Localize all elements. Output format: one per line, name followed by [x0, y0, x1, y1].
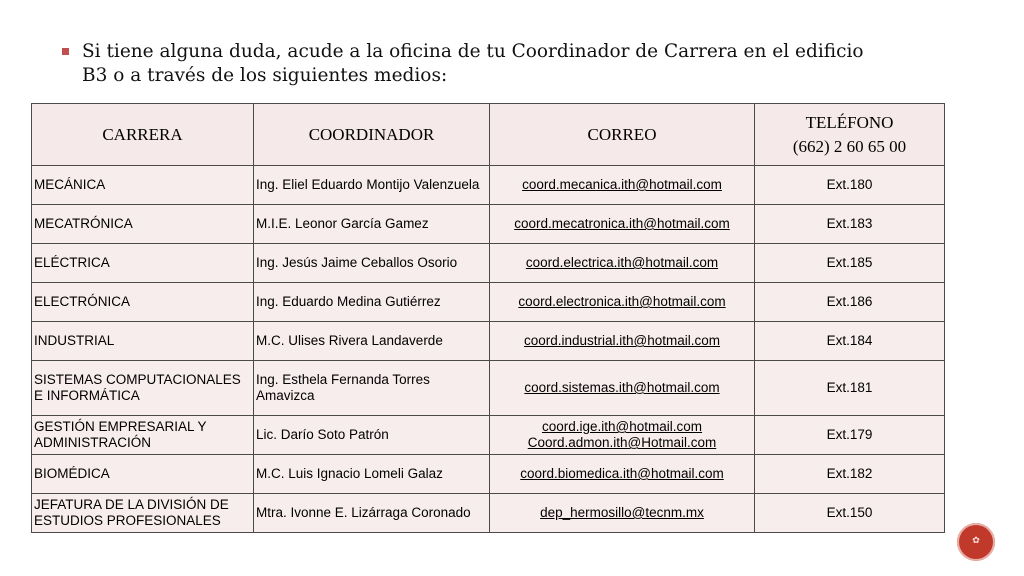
cell-extension: Ext.186 [755, 283, 945, 322]
intro-text-line2: B3 o a través de los siguientes medios: [82, 65, 448, 86]
table-header-row [32, 104, 945, 166]
cell-extension: Ext.185 [755, 244, 945, 283]
institution-seal-icon: ✿ [957, 523, 995, 561]
cell-carrera: MECATRÓNICA [32, 205, 254, 244]
table-row [32, 361, 945, 416]
email-link[interactable]: coord.industrial.ith@hotmail.com [523, 333, 721, 348]
email-link[interactable]: coord.mecanica.ith@hotmail.com [522, 177, 722, 192]
cell-correo [490, 322, 755, 361]
email-link[interactable]: coord.electronica.ith@hotmail.com [518, 294, 726, 309]
header-telefono-number: (662) 2 60 65 00 [792, 136, 907, 156]
cell-carrera: SISTEMAS COMPUTACIONALES E INFORMÁTICA [32, 361, 254, 416]
cell-correo [490, 494, 755, 533]
header-telefono-label: TELÉFONO [805, 112, 894, 132]
cell-extension: Ext.183 [755, 205, 945, 244]
email-link[interactable]: coord.sistemas.ith@hotmail.com [524, 380, 720, 395]
table-row [32, 205, 945, 244]
cell-carrera: GESTIÓN EMPRESARIAL Y ADMINISTRACIÓN [32, 416, 254, 455]
cell-correo [490, 244, 755, 283]
intro-bullet [62, 40, 942, 88]
cell-extension: Ext.182 [755, 455, 945, 494]
table-row [32, 244, 945, 283]
cell-carrera: JEFATURA DE LA DIVISIÓN DE ESTUDIOS PROFESIONALES [32, 494, 254, 533]
email-link[interactable]: coord.electrica.ith@hotmail.com [525, 255, 719, 270]
cell-coordinador: M.C. Luis Ignacio Lomeli Galaz [254, 455, 490, 494]
table-row [32, 455, 945, 494]
email-link[interactable]: Coord.admon.ith@Hotmail.com [527, 435, 717, 450]
cell-correo [490, 361, 755, 416]
cell-extension: Ext.179 [755, 416, 945, 455]
cell-carrera: MECÁNICA [32, 166, 254, 205]
header-coordinador: COORDINADOR [254, 104, 490, 166]
email-link[interactable]: coord.biomedica.ith@hotmail.com [520, 466, 724, 481]
cell-extension: Ext.181 [755, 361, 945, 416]
header-correo: CORREO [490, 104, 755, 166]
cell-extension: Ext.180 [755, 166, 945, 205]
cell-carrera: ELECTRÓNICA [32, 283, 254, 322]
table-row [32, 283, 945, 322]
cell-coordinador: Ing. Eliel Eduardo Montijo Valenzuela [254, 166, 490, 205]
cell-carrera: ELÉCTRICA [32, 244, 254, 283]
cell-correo [490, 455, 755, 494]
cell-coordinador: M.C. Ulises Rivera Landaverde [254, 322, 490, 361]
cell-extension: Ext.150 [755, 494, 945, 533]
cell-correo [490, 166, 755, 205]
cell-correo [490, 416, 755, 455]
cell-coordinador: M.I.E. Leonor García Gamez [254, 205, 490, 244]
cell-coordinador: Ing. Eduardo Medina Gutiérrez [254, 283, 490, 322]
table-row [32, 166, 945, 205]
cell-coordinador: Lic. Darío Soto Patrón [254, 416, 490, 455]
email-link[interactable]: coord.mecatronica.ith@hotmail.com [514, 216, 730, 231]
cell-correo [490, 205, 755, 244]
table-row [32, 322, 945, 361]
header-telefono [755, 104, 945, 166]
cell-extension: Ext.184 [755, 322, 945, 361]
email-link[interactable]: coord.ige.ith@hotmail.com [541, 419, 703, 434]
intro-text-line1: Si tiene alguna duda, acude a la oficina de tu Coordinador de Carrera en el edificio [82, 41, 864, 62]
cell-carrera: INDUSTRIAL [32, 322, 254, 361]
table-row [32, 416, 945, 455]
square-bullet-icon [62, 48, 69, 55]
table-body [32, 166, 945, 533]
table-row [32, 494, 945, 533]
coordinators-table [31, 103, 945, 533]
cell-coordinador: Mtra. Ivonne E. Lizárraga Coronado [254, 494, 490, 533]
cell-carrera: BIOMÉDICA [32, 455, 254, 494]
cell-coordinador: Ing. Esthela Fernanda Torres Amavizca [254, 361, 490, 416]
email-link[interactable]: dep_hermosillo@tecnm.mx [540, 505, 704, 520]
cell-correo [490, 283, 755, 322]
header-carrera: CARRERA [32, 104, 254, 166]
cell-coordinador: Ing. Jesús Jaime Ceballos Osorio [254, 244, 490, 283]
